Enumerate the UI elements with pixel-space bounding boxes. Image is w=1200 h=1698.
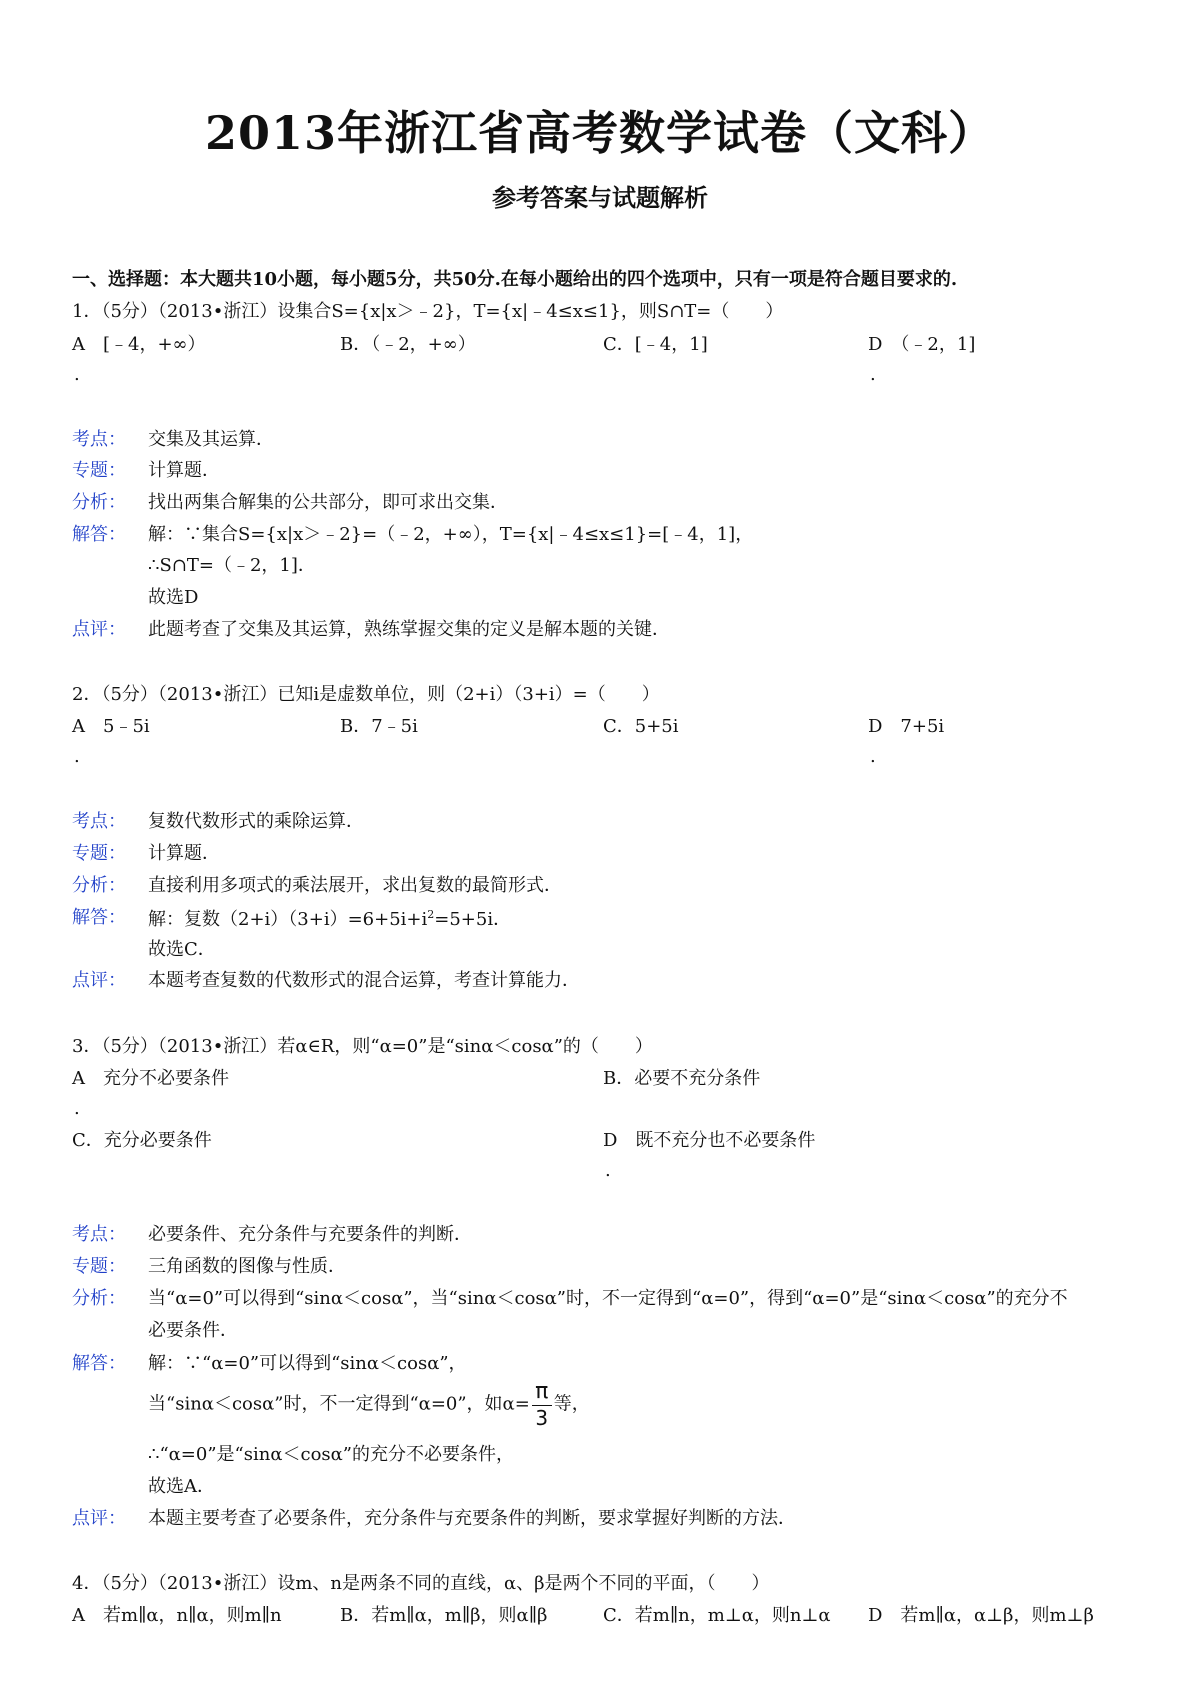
q3-jieda-line2-a: 当“sinα＜cosα”时，不一定得到“α=0”，如α=: [148, 1393, 530, 1415]
q3-kaodian: 必要条件、充分条件与充要条件的判断．: [148, 1224, 472, 1245]
q2-jieda-line1-a: 解：复数（2+i）（3+i）=6+5i+i: [148, 909, 428, 930]
q1-zhuanti-label: 专题：: [72, 460, 126, 481]
q2-fenxi: 直接利用多项式的乘法展开，求出复数的最简形式．: [148, 875, 562, 896]
pi-over-3-fraction: [532, 1381, 552, 1428]
q2-option-c: C．5+5i: [603, 716, 679, 737]
q2-zhuanti-label: 专题：: [72, 843, 126, 864]
q2-fenxi-label: 分析：: [72, 875, 126, 896]
q1-option-a: A [﹣4，+∞）: [72, 334, 206, 355]
q2-option-d: D 7+5i: [868, 716, 945, 737]
q3-jieda-label: 解答：: [72, 1353, 126, 1374]
q1-dot-d: .: [870, 364, 876, 385]
q2-stem: 2．（5分）（2013•浙江）已知i是虚数单位，则（2+i）（3+i）=（ ）: [72, 684, 660, 705]
q1-option-d: D （﹣2，1]: [868, 334, 976, 355]
q3-dianping-label: 点评：: [72, 1508, 126, 1529]
q1-kaodian: 交集及其运算．: [148, 429, 274, 450]
q2-kaodian-label: 考点：: [72, 811, 126, 832]
q3-option-c: C．充分必要条件: [72, 1130, 212, 1151]
q3-jieda-line3: ∴“α=0”是“sinα＜cosα”的充分不必要条件，: [148, 1444, 515, 1465]
q3-option-b: B．必要不充分条件: [603, 1068, 761, 1089]
q3-stem: 3．（5分）（2013•浙江）若α∈R，则“α=0”是“sinα＜cosα”的（ ）: [72, 1036, 653, 1057]
q3-kaodian-label: 考点：: [72, 1224, 126, 1245]
q1-option-b: B．（﹣2，+∞）: [340, 334, 476, 355]
q3-fenxi-label: 分析：: [72, 1288, 126, 1309]
q2-zhuanti: 计算题．: [148, 843, 220, 864]
q3-jieda-line2-b: 等，: [553, 1393, 590, 1415]
q2-option-b: B．7﹣5i: [340, 716, 418, 737]
q2-jieda-line1-b: =5+5i．: [434, 909, 512, 930]
q1-fenxi-label: 分析：: [72, 492, 126, 513]
q1-dianping-label: 点评：: [72, 619, 126, 640]
q2-jieda-line1: [148, 909, 511, 929]
q3-option-d: D 既不充分也不必要条件: [603, 1130, 816, 1151]
q1-jieda-line1: 解：∵集合S={x|x＞﹣2}=（﹣2，+∞），T={x|﹣4≤x≤1}=[﹣4，1]，: [148, 524, 754, 545]
q1-dot-a: .: [74, 364, 80, 385]
q3-dianping: 本题主要考查了必要条件，充分条件与充要条件的判断，要求掌握好判断的方法．: [148, 1508, 796, 1529]
q4-option-a: A 若m∥α，n∥α，则m∥n: [72, 1605, 282, 1626]
q1-stem: 1．（5分）（2013•浙江）设集合S={x|x＞﹣2}，T={x|﹣4≤x≤1}，则S∩T=（ ）: [72, 301, 784, 322]
q4-option-c: C．若m∥n，m⊥α，则n⊥α: [603, 1605, 831, 1626]
q2-dianping: 本题考查复数的代数形式的混合运算，考查计算能力．: [148, 970, 580, 991]
fraction-numerator: π: [535, 1379, 549, 1404]
q2-kaodian: 复数代数形式的乘除运算．: [148, 811, 364, 832]
q3-fenxi-line2: 必要条件．: [148, 1320, 238, 1341]
q2-jieda-exponent: 2: [427, 908, 435, 921]
q3-dot-d: .: [605, 1160, 611, 1181]
q3-jieda-line1: 解：∵“α=0”可以得到“sinα＜cosα”，: [148, 1353, 467, 1374]
q3-dot-a: .: [74, 1098, 80, 1119]
q3-jieda-line4: 故选A．: [148, 1476, 215, 1497]
q3-zhuanti: 三角函数的图像与性质．: [148, 1256, 346, 1277]
q3-fenxi-line1: 当“α=0”可以得到“sinα＜cosα”，当“sinα＜cosα”时，不一定得到“α=0”，得到“α=0”是“sinα＜cosα”的充分不: [148, 1288, 1068, 1309]
q1-jieda-line3: 故选D: [148, 587, 199, 608]
q1-option-c: C．[﹣4，1]: [603, 334, 708, 355]
q2-dot-a: .: [74, 746, 80, 767]
q4-stem: 4．（5分）（2013•浙江）设m、n是两条不同的直线，α、β是两个不同的平面，（ ）: [72, 1573, 770, 1594]
q2-dianping-label: 点评：: [72, 970, 126, 991]
q4-option-d: D 若m∥α，α⊥β，则m⊥β: [868, 1605, 1094, 1626]
fraction-denominator: 3: [535, 1406, 549, 1430]
q1-jieda-line2: ∴S∩T=（﹣2，1]．: [148, 555, 316, 576]
q1-kaodian-label: 考点：: [72, 429, 126, 450]
page-title: 2013年浙江省高考数学试卷（文科）: [204, 106, 996, 160]
page-subtitle: 参考答案与试题解析: [492, 183, 708, 212]
q3-option-a: A 充分不必要条件: [72, 1068, 229, 1089]
q1-dianping: 此题考查了交集及其运算，熟练掌握交集的定义是解本题的关键．: [148, 619, 670, 640]
q2-dot-d: .: [870, 746, 876, 767]
q3-zhuanti-label: 专题：: [72, 1256, 126, 1277]
q2-option-a: A 5﹣5i: [72, 716, 150, 737]
section-heading: 一、选择题：本大题共10小题，每小题5分，共50分.在每小题给出的四个选项中，只有一项是符合题目要求的.: [72, 269, 958, 290]
q2-jieda-line2: 故选C．: [148, 939, 216, 960]
q1-jieda-label: 解答：: [72, 524, 126, 545]
q1-zhuanti: 计算题．: [148, 460, 220, 481]
q3-jieda-line2: [148, 1381, 590, 1428]
q4-option-b: B．若m∥α，m∥β，则α∥β: [340, 1605, 548, 1626]
q1-fenxi: 找出两集合解集的公共部分，即可求出交集．: [148, 492, 508, 513]
q2-jieda-label: 解答：: [72, 907, 126, 928]
